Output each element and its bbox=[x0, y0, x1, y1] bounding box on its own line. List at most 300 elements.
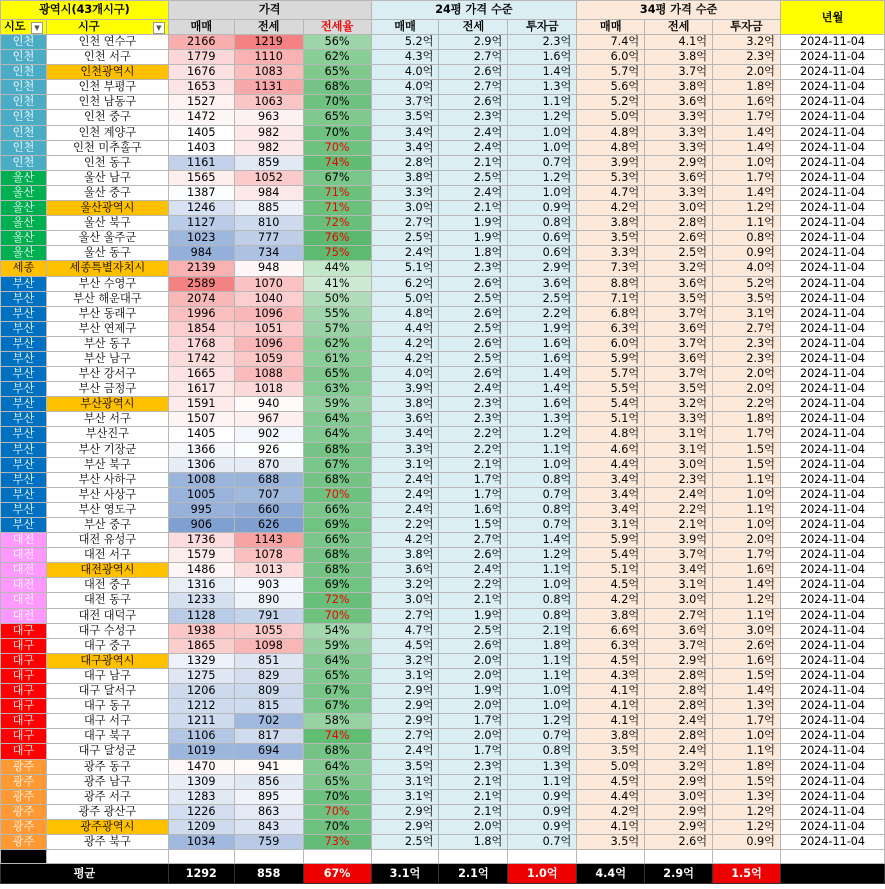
cell-rate[interactable]: 54% bbox=[303, 623, 371, 638]
cell-sido[interactable]: 인천 bbox=[1, 140, 47, 155]
cell-date[interactable]: 2024-11-04 bbox=[780, 819, 884, 834]
cell-34-sale[interactable]: 4.5억 bbox=[577, 653, 645, 668]
average-24-jeonse[interactable]: 2.1억 bbox=[439, 864, 508, 884]
cell-sale[interactable]: 1246 bbox=[168, 201, 234, 216]
cell-sido[interactable]: 대구 bbox=[1, 729, 47, 744]
cell-jeonse[interactable]: 1040 bbox=[234, 291, 303, 306]
cell-sido[interactable]: 부산 bbox=[1, 518, 47, 533]
cell-sale[interactable]: 1865 bbox=[168, 638, 234, 653]
cell-date[interactable]: 2024-11-04 bbox=[780, 291, 884, 306]
cell-date[interactable]: 2024-11-04 bbox=[780, 563, 884, 578]
filter-dropdown-icon[interactable]: ▼ bbox=[31, 22, 43, 34]
cell-jeonse[interactable]: 1063 bbox=[234, 95, 303, 110]
cell-34-sale[interactable]: 6.0억 bbox=[577, 50, 645, 65]
cell-sido[interactable]: 부산 bbox=[1, 351, 47, 366]
cell-sigu[interactable]: 울산 중구 bbox=[46, 185, 168, 200]
cell-24-investment[interactable]: 0.9억 bbox=[508, 201, 577, 216]
cell-sido[interactable]: 부산 bbox=[1, 291, 47, 306]
cell-jeonse[interactable]: 1052 bbox=[234, 170, 303, 185]
cell-24-jeonse[interactable]: 2.6억 bbox=[439, 95, 508, 110]
cell-rate[interactable]: 65% bbox=[303, 774, 371, 789]
cell-34-investment[interactable]: 1.6억 bbox=[713, 563, 781, 578]
cell-rate[interactable]: 74% bbox=[303, 729, 371, 744]
cell-sigu[interactable]: 인천 서구 bbox=[46, 50, 168, 65]
cell-24-jeonse[interactable]: 2.3억 bbox=[439, 261, 508, 276]
cell-sido[interactable]: 부산 bbox=[1, 276, 47, 291]
cell-rate[interactable]: 58% bbox=[303, 714, 371, 729]
cell-sale[interactable]: 1565 bbox=[168, 170, 234, 185]
cell-sigu[interactable]: 울산 북구 bbox=[46, 216, 168, 231]
cell-sido[interactable]: 부산 bbox=[1, 397, 47, 412]
cell-rate[interactable]: 63% bbox=[303, 382, 371, 397]
cell-34-sale[interactable]: 4.3억 bbox=[577, 668, 645, 683]
cell-34-sale[interactable]: 4.1억 bbox=[577, 699, 645, 714]
cell-34-investment[interactable]: 2.3억 bbox=[713, 336, 781, 351]
cell-jeonse[interactable]: 948 bbox=[234, 261, 303, 276]
cell-sigu[interactable]: 대전광역시 bbox=[46, 563, 168, 578]
cell-24-jeonse[interactable]: 2.6억 bbox=[439, 367, 508, 382]
cell-date[interactable]: 2024-11-04 bbox=[780, 321, 884, 336]
cell-jeonse[interactable]: 870 bbox=[234, 457, 303, 472]
cell-jeonse[interactable]: 1013 bbox=[234, 563, 303, 578]
cell-24-sale[interactable]: 2.7억 bbox=[371, 608, 439, 623]
cell-24-investment[interactable]: 0.7억 bbox=[508, 834, 577, 849]
cell-24-investment[interactable]: 1.3억 bbox=[508, 412, 577, 427]
cell-date[interactable]: 2024-11-04 bbox=[780, 638, 884, 653]
cell-sale[interactable]: 1405 bbox=[168, 427, 234, 442]
cell-date[interactable]: 2024-11-04 bbox=[780, 442, 884, 457]
cell-rate[interactable]: 65% bbox=[303, 668, 371, 683]
cell-34-jeonse[interactable]: 3.8억 bbox=[645, 50, 713, 65]
cell-34-sale[interactable]: 4.7억 bbox=[577, 185, 645, 200]
cell-date[interactable]: 2024-11-04 bbox=[780, 201, 884, 216]
cell-jeonse[interactable]: 1098 bbox=[234, 638, 303, 653]
cell-sido[interactable]: 부산 bbox=[1, 367, 47, 382]
cell-date[interactable]: 2024-11-04 bbox=[780, 684, 884, 699]
cell-jeonse[interactable]: 1078 bbox=[234, 548, 303, 563]
cell-sigu[interactable]: 부산 남구 bbox=[46, 351, 168, 366]
cell-34-investment[interactable]: 0.9억 bbox=[713, 834, 781, 849]
cell-rate[interactable]: 72% bbox=[303, 593, 371, 608]
cell-24-sale[interactable]: 3.7억 bbox=[371, 95, 439, 110]
cell-24-sale[interactable]: 3.2억 bbox=[371, 653, 439, 668]
cell-jeonse[interactable]: 890 bbox=[234, 593, 303, 608]
cell-jeonse[interactable]: 702 bbox=[234, 714, 303, 729]
cell-24-investment[interactable]: 0.7억 bbox=[508, 155, 577, 170]
cell-rate[interactable]: 67% bbox=[303, 684, 371, 699]
cell-rate[interactable]: 62% bbox=[303, 336, 371, 351]
cell-24-sale[interactable]: 3.1억 bbox=[371, 457, 439, 472]
cell-sale[interactable]: 1736 bbox=[168, 533, 234, 548]
cell-34-sale[interactable]: 4.1억 bbox=[577, 714, 645, 729]
cell-sigu[interactable]: 대구 수성구 bbox=[46, 623, 168, 638]
cell-24-investment[interactable]: 0.6억 bbox=[508, 246, 577, 261]
cell-34-jeonse[interactable]: 2.9억 bbox=[645, 155, 713, 170]
cell-sigu[interactable]: 대전 중구 bbox=[46, 578, 168, 593]
cell-34-jeonse[interactable]: 2.9억 bbox=[645, 653, 713, 668]
cell-date[interactable]: 2024-11-04 bbox=[780, 216, 884, 231]
cell-34-jeonse[interactable]: 2.9억 bbox=[645, 804, 713, 819]
cell-sale[interactable]: 1329 bbox=[168, 653, 234, 668]
cell-date[interactable]: 2024-11-04 bbox=[780, 714, 884, 729]
cell-34-sale[interactable]: 6.8억 bbox=[577, 306, 645, 321]
cell-34-investment[interactable]: 1.2억 bbox=[713, 819, 781, 834]
cell-24-jeonse[interactable]: 2.4억 bbox=[439, 185, 508, 200]
cell-34-investment[interactable]: 1.0억 bbox=[713, 518, 781, 533]
cell-34-investment[interactable]: 1.7억 bbox=[713, 714, 781, 729]
cell-34-investment[interactable]: 3.1억 bbox=[713, 306, 781, 321]
cell-24-investment[interactable]: 1.0억 bbox=[508, 699, 577, 714]
cell-sale[interactable]: 1019 bbox=[168, 744, 234, 759]
cell-sigu[interactable]: 부산 해운대구 bbox=[46, 291, 168, 306]
cell-date[interactable]: 2024-11-04 bbox=[780, 472, 884, 487]
cell-24-sale[interactable]: 3.1억 bbox=[371, 774, 439, 789]
cell-sale[interactable]: 1665 bbox=[168, 367, 234, 382]
cell-34-sale[interactable]: 4.8억 bbox=[577, 427, 645, 442]
cell-sido[interactable]: 광주 bbox=[1, 774, 47, 789]
cell-sigu[interactable]: 광주 광산구 bbox=[46, 804, 168, 819]
cell-24-jeonse[interactable]: 2.2억 bbox=[439, 578, 508, 593]
cell-rate[interactable]: 70% bbox=[303, 608, 371, 623]
cell-sigu[interactable]: 인천 계양구 bbox=[46, 125, 168, 140]
cell-date[interactable]: 2024-11-04 bbox=[780, 548, 884, 563]
cell-34-investment[interactable]: 1.1억 bbox=[713, 744, 781, 759]
cell-34-investment[interactable]: 2.0억 bbox=[713, 533, 781, 548]
cell-jeonse[interactable]: 1083 bbox=[234, 65, 303, 80]
cell-sigu[interactable]: 울산광역시 bbox=[46, 201, 168, 216]
cell-jeonse[interactable]: 967 bbox=[234, 412, 303, 427]
cell-34-jeonse[interactable]: 2.9억 bbox=[645, 819, 713, 834]
cell-24-jeonse[interactable]: 2.4억 bbox=[439, 140, 508, 155]
cell-24-investment[interactable]: 2.2억 bbox=[508, 306, 577, 321]
cell-jeonse[interactable]: 626 bbox=[234, 518, 303, 533]
cell-sigu[interactable]: 광주 동구 bbox=[46, 759, 168, 774]
cell-24-sale[interactable]: 5.0억 bbox=[371, 291, 439, 306]
cell-34-sale[interactable]: 4.2억 bbox=[577, 201, 645, 216]
cell-sido[interactable]: 광주 bbox=[1, 759, 47, 774]
cell-24-jeonse[interactable]: 2.2억 bbox=[439, 442, 508, 457]
cell-24-sale[interactable]: 2.4억 bbox=[371, 502, 439, 517]
cell-date[interactable]: 2024-11-04 bbox=[780, 125, 884, 140]
cell-rate[interactable]: 75% bbox=[303, 246, 371, 261]
cell-sido[interactable]: 대구 bbox=[1, 623, 47, 638]
cell-34-jeonse[interactable]: 3.6억 bbox=[645, 321, 713, 336]
cell-date[interactable]: 2024-11-04 bbox=[780, 608, 884, 623]
cell-24-investment[interactable]: 1.8억 bbox=[508, 638, 577, 653]
cell-sido[interactable]: 울산 bbox=[1, 246, 47, 261]
cell-34-sale[interactable]: 5.3억 bbox=[577, 170, 645, 185]
cell-34-jeonse[interactable]: 3.7억 bbox=[645, 306, 713, 321]
cell-jeonse[interactable]: 810 bbox=[234, 216, 303, 231]
cell-34-sale[interactable]: 3.4억 bbox=[577, 472, 645, 487]
cell-24-jeonse[interactable]: 2.3억 bbox=[439, 759, 508, 774]
cell-rate[interactable]: 68% bbox=[303, 472, 371, 487]
cell-24-investment[interactable]: 1.6억 bbox=[508, 50, 577, 65]
cell-sigu[interactable]: 인천 동구 bbox=[46, 155, 168, 170]
cell-24-sale[interactable]: 3.8억 bbox=[371, 170, 439, 185]
cell-date[interactable]: 2024-11-04 bbox=[780, 668, 884, 683]
cell-24-jeonse[interactable]: 2.4억 bbox=[439, 382, 508, 397]
cell-24-investment[interactable]: 0.7억 bbox=[508, 729, 577, 744]
cell-sale[interactable]: 1768 bbox=[168, 336, 234, 351]
cell-34-jeonse[interactable]: 2.8억 bbox=[645, 668, 713, 683]
cell-34-jeonse[interactable]: 3.0억 bbox=[645, 593, 713, 608]
cell-24-sale[interactable]: 2.7억 bbox=[371, 729, 439, 744]
cell-34-sale[interactable]: 4.8억 bbox=[577, 125, 645, 140]
cell-24-investment[interactable]: 0.7억 bbox=[508, 518, 577, 533]
cell-sigu[interactable]: 부산 동구 bbox=[46, 336, 168, 351]
cell-sigu[interactable]: 인천 남동구 bbox=[46, 95, 168, 110]
cell-24-jeonse[interactable]: 1.9억 bbox=[439, 231, 508, 246]
cell-34-jeonse[interactable]: 3.6억 bbox=[645, 276, 713, 291]
cell-34-investment[interactable]: 1.2억 bbox=[713, 201, 781, 216]
cell-24-jeonse[interactable]: 2.1억 bbox=[439, 789, 508, 804]
cell-sigu[interactable]: 부산 북구 bbox=[46, 457, 168, 472]
cell-24-investment[interactable]: 2.1억 bbox=[508, 623, 577, 638]
cell-34-jeonse[interactable]: 3.6억 bbox=[645, 351, 713, 366]
cell-24-sale[interactable]: 4.2억 bbox=[371, 336, 439, 351]
cell-34-sale[interactable]: 5.1억 bbox=[577, 563, 645, 578]
cell-24-investment[interactable]: 1.4억 bbox=[508, 367, 577, 382]
average-24-investment[interactable]: 1.0억 bbox=[508, 864, 577, 884]
cell-34-investment[interactable]: 1.7억 bbox=[713, 170, 781, 185]
cell-24-jeonse[interactable]: 2.0억 bbox=[439, 819, 508, 834]
cell-rate[interactable]: 64% bbox=[303, 427, 371, 442]
cell-sido[interactable]: 대구 bbox=[1, 714, 47, 729]
cell-date[interactable]: 2024-11-04 bbox=[780, 65, 884, 80]
cell-24-jeonse[interactable]: 2.6억 bbox=[439, 65, 508, 80]
cell-24-sale[interactable]: 4.2억 bbox=[371, 351, 439, 366]
cell-sido[interactable]: 대전 bbox=[1, 533, 47, 548]
cell-sido[interactable]: 대전 bbox=[1, 548, 47, 563]
cell-sale[interactable]: 1472 bbox=[168, 110, 234, 125]
cell-rate[interactable]: 68% bbox=[303, 442, 371, 457]
cell-sigu[interactable]: 인천 미추홀구 bbox=[46, 140, 168, 155]
cell-rate[interactable]: 71% bbox=[303, 185, 371, 200]
cell-24-sale[interactable]: 2.2억 bbox=[371, 518, 439, 533]
cell-sale[interactable]: 1470 bbox=[168, 759, 234, 774]
cell-34-investment[interactable]: 1.2억 bbox=[713, 804, 781, 819]
cell-sigu[interactable]: 대구 달성군 bbox=[46, 744, 168, 759]
cell-34-investment[interactable]: 3.2억 bbox=[713, 35, 781, 50]
cell-34-sale[interactable]: 5.0억 bbox=[577, 759, 645, 774]
cell-jeonse[interactable]: 660 bbox=[234, 502, 303, 517]
cell-34-investment[interactable]: 3.0억 bbox=[713, 623, 781, 638]
cell-sale[interactable]: 1206 bbox=[168, 684, 234, 699]
cell-34-sale[interactable]: 3.4억 bbox=[577, 502, 645, 517]
cell-34-investment[interactable]: 3.5억 bbox=[713, 291, 781, 306]
cell-sigu[interactable]: 부산 수영구 bbox=[46, 276, 168, 291]
cell-sido[interactable]: 광주 bbox=[1, 819, 47, 834]
cell-34-investment[interactable]: 1.4억 bbox=[713, 578, 781, 593]
cell-34-investment[interactable]: 1.1억 bbox=[713, 216, 781, 231]
cell-24-investment[interactable]: 1.4억 bbox=[508, 65, 577, 80]
cell-34-jeonse[interactable]: 3.7억 bbox=[645, 548, 713, 563]
cell-jeonse[interactable]: 895 bbox=[234, 789, 303, 804]
cell-sido[interactable]: 대구 bbox=[1, 699, 47, 714]
cell-34-jeonse[interactable]: 2.4억 bbox=[645, 714, 713, 729]
cell-date[interactable]: 2024-11-04 bbox=[780, 457, 884, 472]
cell-date[interactable]: 2024-11-04 bbox=[780, 80, 884, 95]
cell-24-jeonse[interactable]: 2.6억 bbox=[439, 548, 508, 563]
cell-sigu[interactable]: 대구 중구 bbox=[46, 638, 168, 653]
cell-24-investment[interactable]: 1.2억 bbox=[508, 548, 577, 563]
cell-24-jeonse[interactable]: 2.0억 bbox=[439, 653, 508, 668]
cell-sale[interactable]: 1653 bbox=[168, 80, 234, 95]
cell-24-investment[interactable]: 1.1억 bbox=[508, 653, 577, 668]
cell-jeonse[interactable]: 843 bbox=[234, 819, 303, 834]
cell-jeonse[interactable]: 1096 bbox=[234, 336, 303, 351]
cell-sale[interactable]: 1938 bbox=[168, 623, 234, 638]
cell-sale[interactable]: 1309 bbox=[168, 774, 234, 789]
cell-rate[interactable]: 69% bbox=[303, 578, 371, 593]
filter-dropdown-icon[interactable]: ▼ bbox=[153, 22, 165, 34]
cell-34-jeonse[interactable]: 2.6억 bbox=[645, 834, 713, 849]
cell-sale[interactable]: 1591 bbox=[168, 397, 234, 412]
cell-34-jeonse[interactable]: 3.2억 bbox=[645, 261, 713, 276]
cell-rate[interactable]: 73% bbox=[303, 834, 371, 849]
cell-rate[interactable]: 64% bbox=[303, 412, 371, 427]
cell-34-sale[interactable]: 5.4억 bbox=[577, 397, 645, 412]
cell-24-jeonse[interactable]: 2.0억 bbox=[439, 699, 508, 714]
cell-34-sale[interactable]: 4.5억 bbox=[577, 774, 645, 789]
cell-sale[interactable]: 1127 bbox=[168, 216, 234, 231]
cell-sido[interactable]: 인천 bbox=[1, 125, 47, 140]
cell-sale[interactable]: 1106 bbox=[168, 729, 234, 744]
cell-34-jeonse[interactable]: 3.3억 bbox=[645, 185, 713, 200]
cell-date[interactable]: 2024-11-04 bbox=[780, 744, 884, 759]
cell-24-investment[interactable]: 2.3억 bbox=[508, 35, 577, 50]
cell-sido[interactable]: 인천 bbox=[1, 95, 47, 110]
cell-34-investment[interactable]: 0.9억 bbox=[713, 246, 781, 261]
cell-date[interactable]: 2024-11-04 bbox=[780, 35, 884, 50]
cell-34-investment[interactable]: 1.7억 bbox=[713, 427, 781, 442]
cell-jeonse[interactable]: 859 bbox=[234, 155, 303, 170]
cell-34-investment[interactable]: 1.4억 bbox=[713, 684, 781, 699]
cell-24-sale[interactable]: 6.2억 bbox=[371, 276, 439, 291]
cell-jeonse[interactable]: 982 bbox=[234, 140, 303, 155]
cell-24-investment[interactable]: 1.1억 bbox=[508, 95, 577, 110]
cell-rate[interactable]: 41% bbox=[303, 276, 371, 291]
cell-sigu[interactable]: 대구 서구 bbox=[46, 714, 168, 729]
cell-jeonse[interactable]: 1051 bbox=[234, 321, 303, 336]
cell-sale[interactable]: 1507 bbox=[168, 412, 234, 427]
cell-sido[interactable]: 부산 bbox=[1, 502, 47, 517]
cell-sale[interactable]: 906 bbox=[168, 518, 234, 533]
cell-24-sale[interactable]: 3.6억 bbox=[371, 563, 439, 578]
cell-jeonse[interactable]: 941 bbox=[234, 759, 303, 774]
cell-24-investment[interactable]: 1.4억 bbox=[508, 382, 577, 397]
cell-34-jeonse[interactable]: 2.8억 bbox=[645, 729, 713, 744]
cell-34-sale[interactable]: 4.4억 bbox=[577, 789, 645, 804]
cell-24-sale[interactable]: 4.0억 bbox=[371, 80, 439, 95]
cell-34-sale[interactable]: 4.5억 bbox=[577, 578, 645, 593]
cell-34-jeonse[interactable]: 3.1억 bbox=[645, 427, 713, 442]
average-34-sale[interactable]: 4.4억 bbox=[577, 864, 645, 884]
cell-24-investment[interactable]: 1.0억 bbox=[508, 140, 577, 155]
cell-34-jeonse[interactable]: 2.6억 bbox=[645, 231, 713, 246]
cell-sale[interactable]: 1527 bbox=[168, 95, 234, 110]
average-24-sale[interactable]: 3.1억 bbox=[371, 864, 439, 884]
cell-24-jeonse[interactable]: 2.4억 bbox=[439, 125, 508, 140]
cell-sido[interactable]: 대구 bbox=[1, 744, 47, 759]
cell-34-investment[interactable]: 1.0억 bbox=[713, 729, 781, 744]
cell-sigu[interactable]: 세종특별자치시 bbox=[46, 261, 168, 276]
cell-rate[interactable]: 70% bbox=[303, 789, 371, 804]
cell-34-investment[interactable]: 2.7억 bbox=[713, 321, 781, 336]
cell-rate[interactable]: 64% bbox=[303, 759, 371, 774]
cell-rate[interactable]: 70% bbox=[303, 487, 371, 502]
cell-24-jeonse[interactable]: 2.9억 bbox=[439, 35, 508, 50]
cell-24-sale[interactable]: 4.0억 bbox=[371, 65, 439, 80]
cell-date[interactable]: 2024-11-04 bbox=[780, 336, 884, 351]
cell-34-investment[interactable]: 1.0억 bbox=[713, 487, 781, 502]
cell-34-jeonse[interactable]: 3.6억 bbox=[645, 170, 713, 185]
cell-sido[interactable]: 인천 bbox=[1, 155, 47, 170]
cell-34-investment[interactable]: 1.1억 bbox=[713, 472, 781, 487]
cell-date[interactable]: 2024-11-04 bbox=[780, 231, 884, 246]
cell-jeonse[interactable]: 885 bbox=[234, 201, 303, 216]
cell-sigu[interactable]: 부산 연제구 bbox=[46, 321, 168, 336]
cell-34-investment[interactable]: 1.4억 bbox=[713, 125, 781, 140]
cell-34-jeonse[interactable]: 2.3억 bbox=[645, 472, 713, 487]
cell-jeonse[interactable]: 1110 bbox=[234, 50, 303, 65]
cell-sido[interactable]: 부산 bbox=[1, 442, 47, 457]
cell-24-investment[interactable]: 0.8억 bbox=[508, 593, 577, 608]
cell-jeonse[interactable]: 829 bbox=[234, 668, 303, 683]
cell-rate[interactable]: 68% bbox=[303, 563, 371, 578]
cell-24-jeonse[interactable]: 2.0억 bbox=[439, 729, 508, 744]
cell-date[interactable]: 2024-11-04 bbox=[780, 185, 884, 200]
cell-34-jeonse[interactable]: 3.3억 bbox=[645, 125, 713, 140]
cell-34-jeonse[interactable]: 2.1억 bbox=[645, 518, 713, 533]
cell-34-investment[interactable]: 1.6억 bbox=[713, 95, 781, 110]
cell-34-sale[interactable]: 5.7억 bbox=[577, 65, 645, 80]
cell-24-jeonse[interactable]: 1.7억 bbox=[439, 744, 508, 759]
cell-sale[interactable]: 1005 bbox=[168, 487, 234, 502]
cell-date[interactable]: 2024-11-04 bbox=[780, 533, 884, 548]
cell-24-investment[interactable]: 1.0억 bbox=[508, 457, 577, 472]
cell-24-jeonse[interactable]: 1.9억 bbox=[439, 608, 508, 623]
cell-date[interactable]: 2024-11-04 bbox=[780, 397, 884, 412]
cell-sido[interactable]: 대구 bbox=[1, 684, 47, 699]
cell-24-jeonse[interactable]: 2.6억 bbox=[439, 638, 508, 653]
cell-sido[interactable]: 대구 bbox=[1, 638, 47, 653]
cell-sale[interactable]: 2074 bbox=[168, 291, 234, 306]
cell-24-jeonse[interactable]: 2.5억 bbox=[439, 623, 508, 638]
cell-24-sale[interactable]: 3.3억 bbox=[371, 442, 439, 457]
cell-sigu[interactable]: 부산광역시 bbox=[46, 397, 168, 412]
cell-24-sale[interactable]: 2.4억 bbox=[371, 246, 439, 261]
cell-24-investment[interactable]: 1.6억 bbox=[508, 397, 577, 412]
cell-34-jeonse[interactable]: 3.6억 bbox=[645, 95, 713, 110]
cell-24-investment[interactable]: 2.5억 bbox=[508, 291, 577, 306]
cell-date[interactable]: 2024-11-04 bbox=[780, 170, 884, 185]
cell-34-jeonse[interactable]: 3.5억 bbox=[645, 382, 713, 397]
cell-24-investment[interactable]: 1.1억 bbox=[508, 668, 577, 683]
cell-24-jeonse[interactable]: 2.1억 bbox=[439, 804, 508, 819]
cell-24-investment[interactable]: 0.8억 bbox=[508, 744, 577, 759]
cell-date[interactable]: 2024-11-04 bbox=[780, 729, 884, 744]
cell-24-investment[interactable]: 0.8억 bbox=[508, 502, 577, 517]
cell-34-sale[interactable]: 8.8억 bbox=[577, 276, 645, 291]
cell-34-jeonse[interactable]: 2.5억 bbox=[645, 246, 713, 261]
cell-sigu[interactable]: 인천 연수구 bbox=[46, 35, 168, 50]
cell-rate[interactable]: 67% bbox=[303, 457, 371, 472]
cell-jeonse[interactable]: 963 bbox=[234, 110, 303, 125]
cell-date[interactable]: 2024-11-04 bbox=[780, 382, 884, 397]
cell-sigu[interactable]: 부산 기장군 bbox=[46, 442, 168, 457]
